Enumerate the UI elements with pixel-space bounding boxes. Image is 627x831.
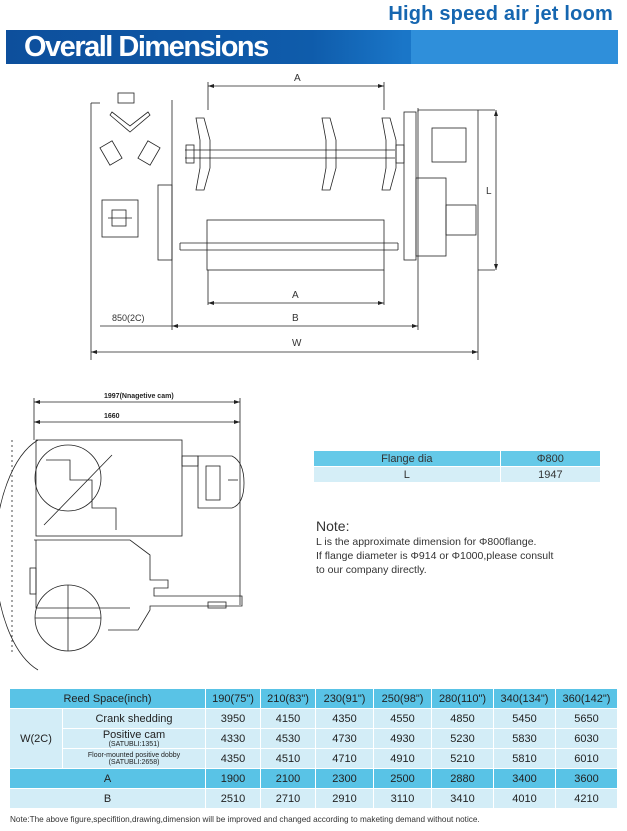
table-cell: 4010 [494,789,556,809]
table-cell: 3410 [432,789,494,809]
flange-left [196,118,210,190]
table-cell: 4930 [374,729,432,749]
creel-block-left [100,141,122,165]
frame-step [46,460,116,530]
table-cell: 4150 [261,709,316,729]
table-cell: 4550 [374,709,432,729]
header-col: 250(98") [374,689,432,709]
dim-1660-label: 1660 [104,413,120,420]
header-col: 340(134") [494,689,556,709]
table-cell: 5450 [494,709,556,729]
table-header-row [10,689,618,709]
row-b-label: B [10,789,206,809]
flange-table [313,450,601,483]
table-cell: 3400 [494,769,556,789]
dim-a-bottom-label: A [292,290,299,301]
table-cell: 2300 [316,769,374,789]
motor-body [198,456,244,508]
motor-right [446,205,476,235]
table-cell: 6010 [556,749,618,769]
dim-b-label: B [292,313,299,324]
header-col: 360(142") [556,689,618,709]
table-row-crank [10,709,618,729]
dim-850-label: 850(2C) [112,313,145,323]
table-row-dobby [10,749,618,769]
table-cell: 2500 [374,769,432,789]
small-box [118,93,134,103]
flange-table-header [314,451,601,467]
table-cell: 3110 [374,789,432,809]
warp-arc [0,440,38,670]
table-cell: 4850 [432,709,494,729]
table-cell: 4330 [206,729,261,749]
dobby-main: Floor-mounted positive dobby [87,751,181,759]
table-cell: 5650 [556,709,618,729]
upper-diagonal [44,455,112,525]
table-cell: 4730 [316,729,374,749]
positive-cam-sub: (SATUBLI:1351) [108,740,160,748]
table-cell: 2510 [206,789,261,809]
table-row-positive-cam [10,729,618,749]
header-col: 190(75") [206,689,261,709]
header-col: 230(91") [316,689,374,709]
table-cell: 5810 [494,749,556,769]
table-cell: 4350 [206,749,261,769]
table-cell: 4530 [261,729,316,749]
hub-right [396,145,404,163]
note-line-3: to our company directly. [316,564,427,576]
table-cell: 3600 [556,769,618,789]
table-cell: 2710 [261,789,316,809]
header-col: 210(83") [261,689,316,709]
dimensions-table [9,688,618,809]
dim-a-top-label: A [294,73,301,84]
table-cell: 2910 [316,789,374,809]
creel-arm [110,112,150,132]
flange-right [382,118,396,190]
flange-table-row [314,467,601,483]
flange-middle [322,118,336,190]
table-cell: 1900 [206,769,261,789]
note-line-1: L is the approximate dimension for Φ800flange. [316,536,537,548]
cloth-roll [207,220,384,270]
positive-cam-main: Positive cam [102,728,166,741]
table-cell: 5230 [432,729,494,749]
footer-note: Note:The above figure,specifition,drawing,dimension will be improved and changed according to maketing demand without notice. [10,815,480,824]
crank-label: Crank shedding [63,709,206,729]
dim-1997-label: 1997(Nnagetive cam) [104,393,174,400]
lower-frame-left [36,540,130,608]
upper-circle [35,445,101,511]
page-title: Overall Dimensions [24,31,268,63]
table-cell: 3950 [206,709,261,729]
table-cell: 4710 [316,749,374,769]
creel-block-right [138,141,160,165]
w-2c-label: W(2C) [10,709,63,769]
table-cell: 6030 [556,729,618,749]
header-reed-space: Reed Space(inch) [10,689,206,709]
table-row-b [10,789,618,809]
side-view-drawing [0,380,310,680]
right-frame-panel [404,112,416,260]
hub-left [186,145,194,163]
note-block [316,518,616,577]
row-a-label: A [10,769,206,789]
treadle [208,602,226,608]
flange-row-label: L [314,467,501,483]
table-cell: 2100 [261,769,316,789]
left-frame-panel [158,185,172,260]
page-subtitle: High speed air jet loom [388,3,613,25]
table-cell: 4210 [556,789,618,809]
motor-fins [206,466,220,500]
lower-handle [30,568,36,594]
positive-cam-label [63,729,206,749]
control-box [432,128,466,162]
motor-mount [182,456,198,466]
main-frame-outline [36,440,182,536]
table-cell: 4350 [316,709,374,729]
flange-header-value: Φ800 [500,451,600,467]
motor-box [102,200,138,237]
plan-view-drawing [0,0,627,380]
flange-row-value: 1947 [500,467,600,483]
table-cell: 4510 [261,749,316,769]
table-cell: 2880 [432,769,494,789]
table-cell: 5830 [494,729,556,749]
gearbox [416,178,446,256]
dobby-label [63,749,206,769]
note-line-2: If flange diameter is Φ914 or Φ1000,please consult [316,550,554,562]
dobby-sub: (SATUBLI:2658) [108,758,160,766]
header-col: 280(110") [432,689,494,709]
table-cell: 4910 [374,749,432,769]
dim-w-label: W [292,338,302,349]
flange-header-label: Flange dia [314,451,501,467]
table-cell: 5210 [432,749,494,769]
note-title: Note: [316,518,350,534]
dim-l-label: L [486,186,492,197]
table-row-a [10,769,618,789]
